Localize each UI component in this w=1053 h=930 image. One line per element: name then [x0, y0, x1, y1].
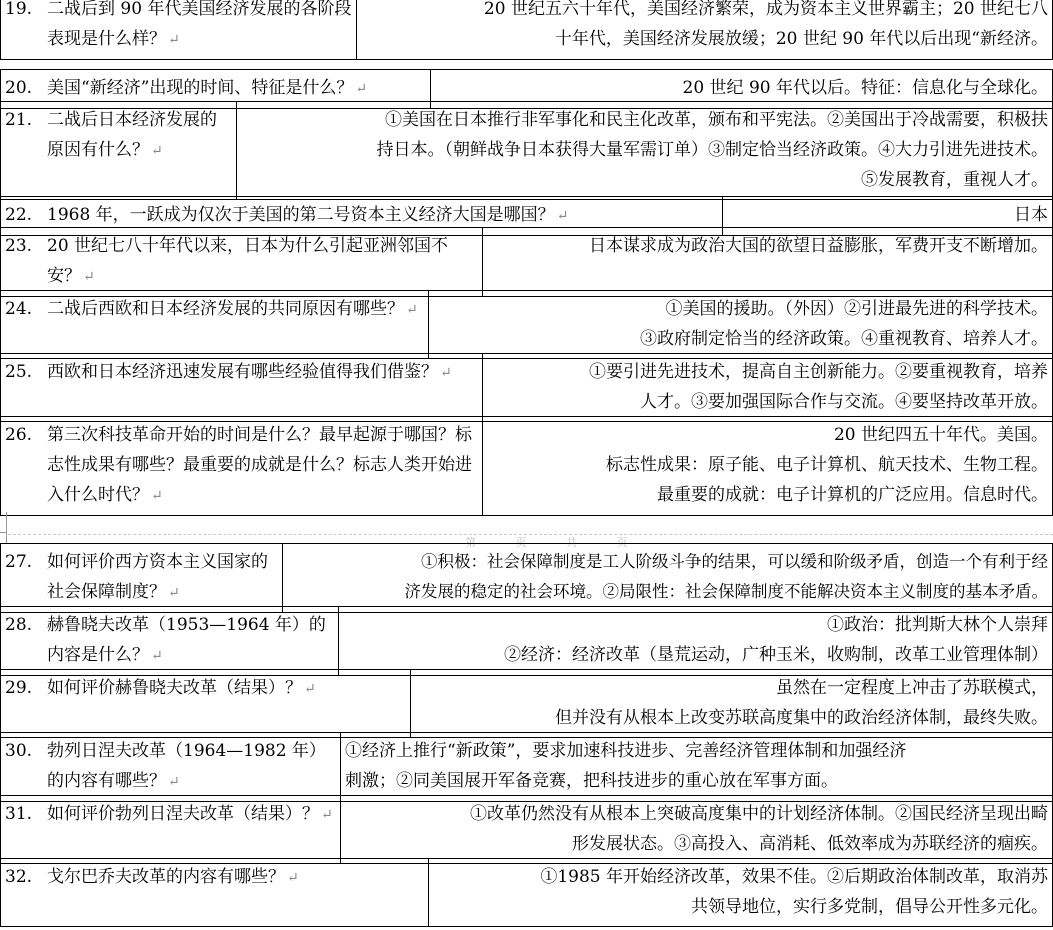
- answer-line: ①要引进先进技术，提高自主创新能力。②要重视教育，培养: [589, 362, 1048, 382]
- answer-line: 虽然在一定程度上冲击了苏联模式，: [776, 678, 1048, 698]
- row-number: 27.: [5, 552, 33, 572]
- answer-line: ①美国的援助。（外因）②引进最先进的科学技术。: [665, 299, 1048, 319]
- table-row: [1, 796, 1053, 864]
- paragraph-mark-icon: ↵: [321, 807, 333, 823]
- answer-line: 最重要的成就：电子计算机的广泛应用。信息时代。: [657, 485, 1048, 505]
- row-number: 19.: [5, 0, 33, 19]
- answer-line: 共领导地位，实行多党制，倡导公开性多元化。: [691, 897, 1048, 917]
- qa-row-24: [0, 290, 1053, 359]
- crop-mark: [6, 512, 7, 544]
- paragraph-mark-icon: ↵: [151, 143, 163, 159]
- question-text: 如何评价勃列日涅夫改革（结果）？ ↵: [47, 804, 333, 824]
- answer-line: ①政治：批判斯大林个人崇拜: [827, 615, 1048, 635]
- row-number: 21.: [5, 110, 33, 130]
- row-number: 25.: [5, 362, 33, 382]
- question-text: 戈尔巴乔夫改革的内容有哪些？ ↵: [47, 867, 299, 887]
- row-number: 26.: [5, 425, 33, 445]
- answer-line: 20 世纪四五十年代。美国。: [833, 425, 1048, 445]
- table-row: [1, 670, 1053, 738]
- page-footer: 第 页 共 页: [465, 536, 646, 549]
- row-number: 29.: [5, 678, 33, 698]
- answer-line: 形发展状态。③高投入、高消耗、低效率成为苏联经济的痼疾。: [572, 834, 1048, 854]
- qa-row-30: [0, 732, 1053, 802]
- qa-row-27: [0, 543, 1053, 613]
- answer-line: 济发展的稳定的社会环境。②局限性：社会保障制度不能解决资本主义制度的基本矛盾。: [404, 582, 1048, 601]
- answer-line: 刺激；②同美国展开军备竞赛，把科技进步的重心放在军事方面。: [345, 771, 838, 791]
- question-text: 如何评价西方资本主义国家的社会保障制度？ ↵: [47, 552, 268, 602]
- question-text: 美国“新经济”出现的时间、特征是什么？ ↵: [47, 78, 368, 98]
- table-row: [1, 354, 1053, 422]
- qa-row-28: [0, 606, 1053, 676]
- paragraph-mark-icon: ↵: [556, 208, 569, 224]
- table-row: [1, 544, 1053, 613]
- paragraph-mark-icon: ↵: [168, 585, 180, 601]
- answer-line: ①经济上推行“新政策”，要求加速科技进步、完善经济管理体制和加强经济: [345, 741, 907, 761]
- table-row: [1, 607, 1053, 676]
- paragraph-mark-icon: ↵: [83, 269, 95, 285]
- row-number: 23.: [5, 236, 33, 256]
- paragraph-mark-icon: ↵: [406, 302, 418, 318]
- answer-line: 但并没有从根本上改变苏联高度集中的政治经济体制，最终失败。: [555, 708, 1048, 728]
- question-text: 西欧和日本经济迅速发展有哪些经验值得我们借鉴？ ↵: [47, 362, 452, 382]
- qa-row-21: [0, 101, 1053, 200]
- qa-row-29: [0, 669, 1053, 738]
- question-text: 20 世纪七八十年代以来，日本为什么引起亚洲邻国不安？ ↵: [47, 236, 449, 286]
- question-text: 二战后日本经济发展的原因有什么？ ↵: [47, 110, 217, 160]
- table-row: [1, 0, 1053, 60]
- page-break: [0, 512, 1053, 549]
- question-text: 1968 年，一跃成为仅次于美国的第二号资本主义经济大国是哪国？ ↵: [47, 205, 569, 225]
- answer-line: 日本谋求成为政治大国的欲望日益膨胀，军费开支不断增加。: [589, 236, 1048, 256]
- answer-line: ③政府制定恰当的经济政策。④重视教育、培养人才。: [640, 329, 1048, 349]
- paragraph-mark-icon: ↵: [151, 648, 163, 664]
- question-text: 如何评价赫鲁晓夫改革（结果）？ ↵: [47, 678, 316, 698]
- table-row: [1, 417, 1053, 516]
- question-text: 第三次科技革命开始的时间是什么？最早起源于哪国？标志性成果有哪些？最重要的成就是什么？标志人类开始进入什么时代？ ↵: [47, 425, 472, 505]
- table-row: [1, 228, 1053, 297]
- row-number: 31.: [5, 804, 33, 824]
- paragraph-mark-icon: ↵: [287, 870, 299, 886]
- crop-mark: [0, 532, 6, 533]
- paragraph-mark-icon: ↵: [168, 32, 180, 48]
- table-row: [1, 102, 1053, 200]
- answer-line: 日本: [1014, 205, 1048, 225]
- row-number: 28.: [5, 615, 33, 635]
- paragraph-mark-icon: ↵: [355, 81, 368, 97]
- answer-line: ①1985 年开始经济改革，效果不佳。②后期政治体制改革，取消苏: [540, 867, 1048, 887]
- table-row: [1, 733, 1053, 802]
- row-number: 24.: [5, 299, 33, 319]
- answer-line: 20 世纪 90 年代以后。特征：信息化与全球化。: [682, 78, 1048, 98]
- paragraph-mark-icon: ↵: [151, 488, 163, 504]
- answer-line: ⑤发展教育，重视人才。: [861, 170, 1048, 190]
- answer-line: 标志性成果：原子能、电子计算机、航天技术、生物工程。: [606, 455, 1048, 475]
- qa-row-23: [0, 227, 1053, 297]
- table-row: [1, 291, 1053, 359]
- row-number: 22.: [5, 205, 33, 225]
- qa-row-25: [0, 353, 1053, 422]
- paragraph-mark-icon: ↵: [440, 365, 452, 381]
- qa-row-26: [0, 416, 1053, 516]
- row-number: 20.: [5, 78, 33, 98]
- question-text: 勃列日涅夫改革（1964—1982 年）的内容有哪些？ ↵: [47, 741, 326, 791]
- answer-line: 人才。③要加强国际合作与交流。④要坚持改革开放。: [640, 392, 1048, 412]
- question-text: 赫鲁晓夫改革（1953—1964 年）的内容是什么？ ↵: [47, 615, 326, 665]
- row-number: 32.: [5, 867, 33, 887]
- answer-line: 十年代，美国经济发展放缓；20 世纪 90 年代以后出现“新经济。: [554, 29, 1048, 49]
- row-number: 30.: [5, 741, 33, 761]
- qa-row-32: [0, 858, 1053, 927]
- table-row: [1, 859, 1053, 927]
- answer-line: ①美国在日本推行非军事化和民主化改革，颁布和平宪法。②美国出于冷战需要，积极扶: [385, 110, 1048, 130]
- qa-table-top: [0, 0, 1053, 60]
- paragraph-mark-icon: ↵: [168, 774, 180, 790]
- answer-line: 持日本。（朝鲜战争日本获得大量军需订单）③制定恰当经济政策。④大力引进先进技术。: [376, 140, 1048, 160]
- question-text: 二战后西欧和日本经济发展的共同原因有哪些？ ↵: [47, 299, 418, 319]
- answer-line: ①积极：社会保障制度是工人阶级斗争的结果，可以缓和阶级矛盾，创造一个有利于经: [421, 552, 1048, 571]
- paragraph-mark-icon: ↵: [304, 681, 316, 697]
- answer-line: ②经济：经济改革（垦荒运动，广种玉米，收购制，改革工业管理体制）: [504, 645, 1048, 665]
- question-text: 二战后到 90 年代美国经济发展的各阶段表现是什么样？ ↵: [47, 0, 352, 49]
- answer-line: 20 世纪五六十年代，美国经济繁荣，成为资本主义世界霸主；20 世纪七八: [483, 0, 1048, 19]
- answer-line: ①改革仍然没有从根本上突破高度集中的计划经济体制。②国民经济呈现出畸: [470, 804, 1048, 824]
- qa-row-31: [0, 795, 1053, 864]
